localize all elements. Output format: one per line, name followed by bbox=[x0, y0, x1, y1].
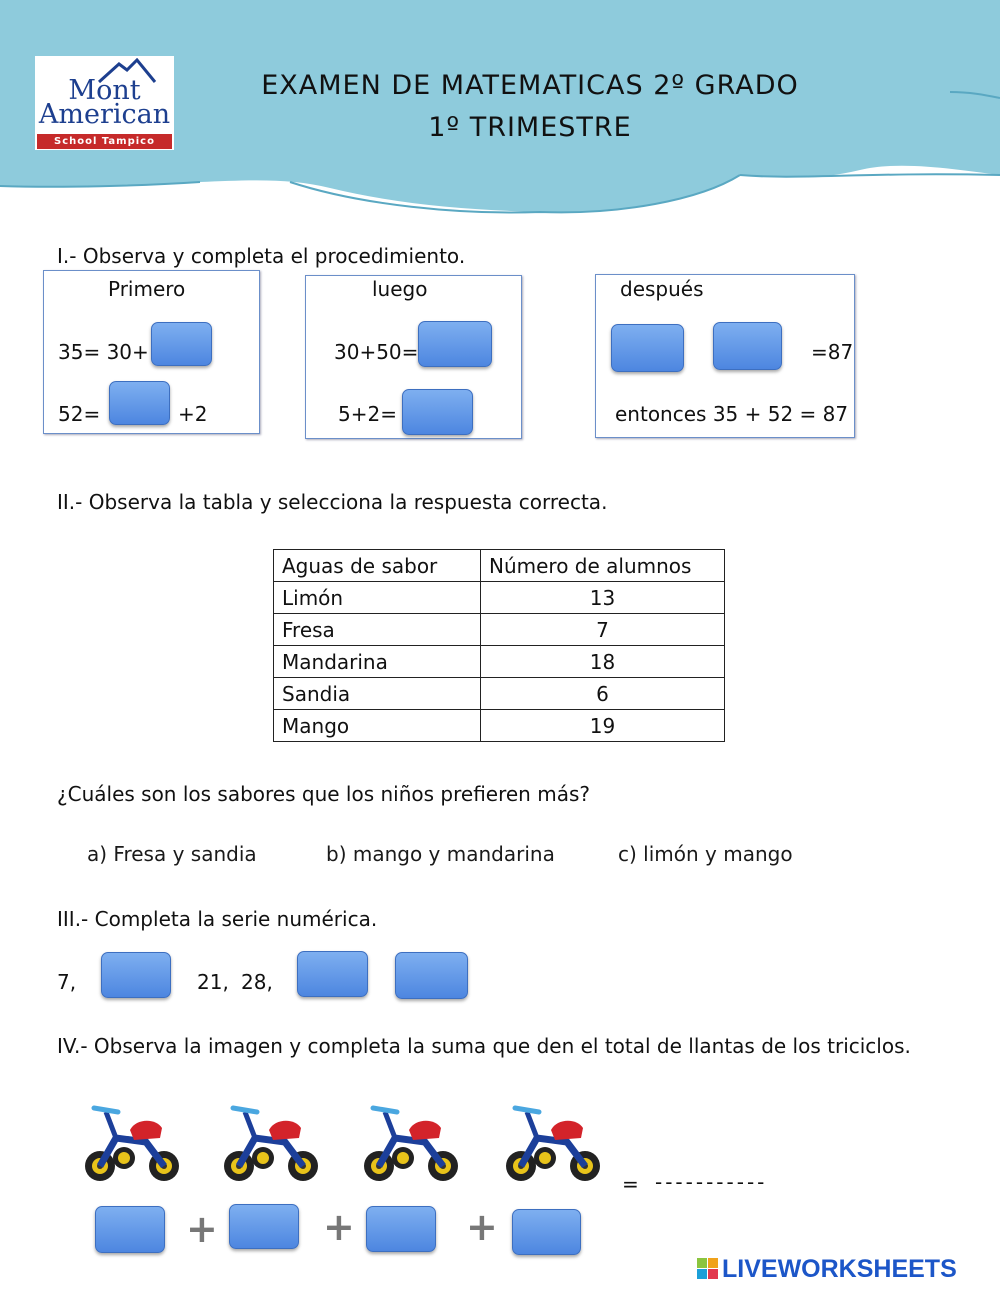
table-header-cell: Aguas de sabor bbox=[274, 550, 481, 582]
tricycle-image bbox=[76, 1098, 186, 1188]
table-cell-flavor: Limón bbox=[274, 582, 481, 614]
answer-box-1b[interactable] bbox=[109, 381, 170, 425]
table-cell-count: 19 bbox=[481, 710, 725, 742]
series-answer-box-2[interactable] bbox=[101, 952, 171, 998]
section1-question: I.- Observa y completa el procedimiento. bbox=[57, 244, 466, 268]
table-cell-count: 6 bbox=[481, 678, 725, 710]
series-number-4: 28, bbox=[241, 970, 273, 994]
table-cell-count: 7 bbox=[481, 614, 725, 646]
table-cell-flavor: Mandarina bbox=[274, 646, 481, 678]
table-cell-flavor: Sandia bbox=[274, 678, 481, 710]
equals-sign: = bbox=[622, 1172, 639, 1196]
table-cell-flavor: Fresa bbox=[274, 614, 481, 646]
series-number-1: 7, bbox=[57, 970, 77, 994]
table-cell-count: 13 bbox=[481, 582, 725, 614]
wheels-answer-box-1[interactable] bbox=[95, 1206, 165, 1253]
table-row bbox=[274, 614, 725, 646]
page-subtitle: 1º TRIMESTRE bbox=[428, 112, 632, 143]
wheels-answer-box-4[interactable] bbox=[512, 1209, 581, 1255]
table-header-cell: Número de alumnos bbox=[481, 550, 725, 582]
box3-row1-result: =87 bbox=[811, 340, 854, 364]
box2-row2-text: 5+2= bbox=[338, 402, 397, 426]
box2-heading: luego bbox=[372, 277, 428, 301]
table-row bbox=[274, 582, 725, 614]
plus-sign: + bbox=[323, 1205, 355, 1249]
option-b[interactable]: b) mango y mandarina bbox=[326, 842, 555, 866]
logo-text-american: American bbox=[38, 99, 171, 130]
page-title: EXAMEN DE MATEMATICAS 2º GRADO bbox=[261, 70, 799, 101]
tricycle-image bbox=[215, 1098, 325, 1188]
wheels-answer-box-3[interactable] bbox=[366, 1206, 436, 1252]
logo-text-mont: Mont bbox=[68, 75, 141, 106]
section2-question: II.- Observa la tabla y selecciona la respuesta correcta. bbox=[57, 490, 608, 514]
tricycle-image bbox=[355, 1098, 465, 1188]
school-logo bbox=[35, 56, 174, 150]
answer-box-3b[interactable] bbox=[713, 322, 782, 370]
box1-row2-suffix: +2 bbox=[178, 402, 208, 426]
flavors-table bbox=[273, 549, 725, 742]
plus-sign: + bbox=[466, 1205, 498, 1249]
box3-heading: después bbox=[620, 277, 704, 301]
box2-row1-text: 30+50= bbox=[334, 340, 419, 364]
box1-row1-text: 35= 30+ bbox=[58, 340, 149, 364]
series-answer-box-6[interactable] bbox=[395, 952, 468, 999]
box3-conclusion: entonces 35 + 52 = 87 bbox=[615, 402, 849, 426]
table-cell-flavor: Mango bbox=[274, 710, 481, 742]
box1-heading: Primero bbox=[108, 277, 186, 301]
table-cell-count: 18 bbox=[481, 646, 725, 678]
wheels-answer-box-2[interactable] bbox=[229, 1204, 299, 1249]
table-row bbox=[274, 646, 725, 678]
plus-sign: + bbox=[186, 1207, 218, 1251]
tricycle-image bbox=[497, 1098, 607, 1188]
table-row bbox=[274, 678, 725, 710]
series-number-3: 21, bbox=[197, 970, 229, 994]
answer-box-2a[interactable] bbox=[418, 321, 492, 367]
section4-question: IV.- Observa la imagen y completa la suma que den el total de llantas de los triciclos. bbox=[57, 1034, 911, 1058]
section3-question: III.- Completa la serie numérica. bbox=[57, 907, 378, 931]
logo-subtitle: School Tampico bbox=[37, 134, 172, 149]
option-a[interactable]: a) Fresa y sandia bbox=[87, 842, 257, 866]
liveworksheets-brand: LIVEWORKSHEETS bbox=[722, 1255, 957, 1283]
total-blank-line: ----------- bbox=[655, 1170, 768, 1194]
section2-prompt: ¿Cuáles son los sabores que los niños prefieren más? bbox=[57, 782, 590, 806]
liveworksheets-logo-icon bbox=[697, 1258, 719, 1282]
answer-box-2b[interactable] bbox=[402, 389, 473, 435]
answer-box-1a[interactable] bbox=[151, 322, 212, 366]
answer-box-3a[interactable] bbox=[611, 324, 684, 372]
option-c[interactable]: c) limón y mango bbox=[618, 842, 793, 866]
table-header-row bbox=[274, 550, 725, 582]
box1-row2-text: 52= bbox=[58, 402, 101, 426]
series-answer-box-5[interactable] bbox=[297, 951, 368, 997]
table-row bbox=[274, 710, 725, 742]
